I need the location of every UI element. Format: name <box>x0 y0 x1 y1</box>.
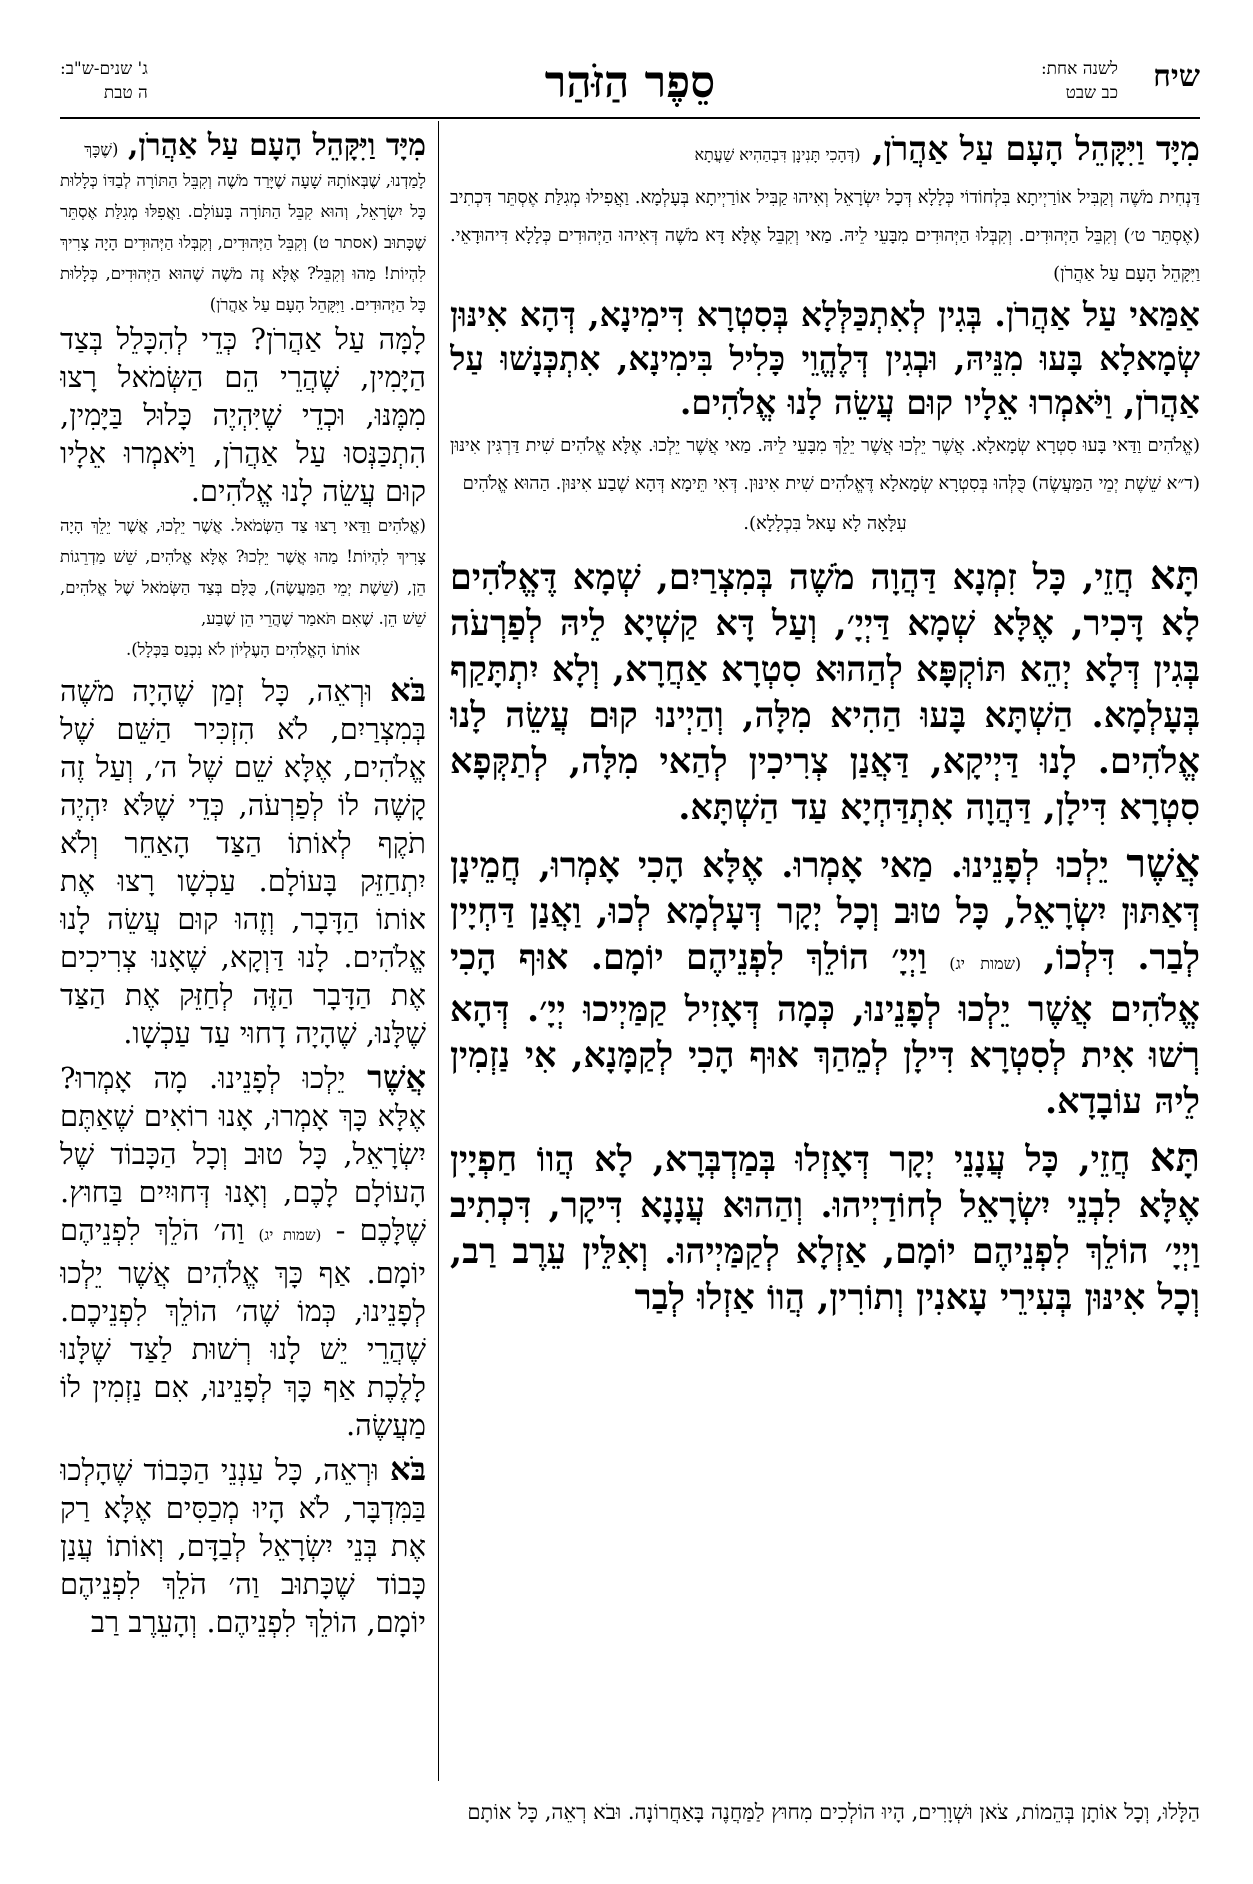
column-divider <box>438 121 439 1781</box>
aramaic-column <box>450 127 1200 1787</box>
side-paragraph-1-text: וּרְאֵה, כָּל זְמַן שֶׁהָיָה מֹשֶׁה בְּמִצְרַיִם, לֹא הִזְכִּיר הַשֵּׁם שֶׁל אֱלֹהִים, אֶלָּא שֵׁם שֶׁל ה׳, וְעַל זֶה קָשֶׁה לוֹ לְפַרְעֹה, כְּדֵי שֶׁלֹּא יִהְיֶה תֹקֶף לְאוֹתוֹ הַצַּד הָאַחֵר וְלֹא יִתְחַזֵּק בָּעוֹלָם. עַכְשָׁו רָצוּ אֶת אוֹתוֹ הַדָּבָר, וְזֶהוּ קוּם עֲשֵׂה לָנוּ אֱלֹהִים. לָנוּ דַּוְקָא, שֶׁאָנוּ צְרִיכִים אֶת הַדָּבָר הַזֶּה לְחַזֵּק אֶת הַצַּד שֶׁלָּנוּ, שֶׁהָיָה דָחוּי עַד עַכְשָׁו. <box>60 674 426 1050</box>
schedule-one-year-date: כב שבט <box>1065 83 1118 103</box>
main-paragraph-why-aaron: אַמַּאי עַל אַהֲרֹן. בְּגִין לְאִתְכַּלְּלָא בְּסִטְרָא דִּימִינָא, דְּהָא אִינּוּן שְׂמָאלָא בָּעוּ מִנֵּיהּ, וּבְגִין דְּלֶהֱוֵי כָּלִיל בִּימִינָא, אִתְכְּנָשׁוּ עַל אַהֲרֹן, וַיֹּאמְרוּ אֵלָיו קוּם עֲשֵׂה לָנוּ אֱלֹהִים. <box>450 295 1200 422</box>
page-header <box>60 55 1200 117</box>
side-opening-text: מִיָּד וַיִּקָּהֵל הָעָם עַל אַהֲרֹן, <box>127 128 426 163</box>
side-paragraph-2 <box>60 1058 426 1444</box>
main-note-block-2-end: עִלָּאָה לָא עָאל בִּכְלָלָא). <box>743 513 907 534</box>
side-paragraph-2-lead: אֲשֶׁר <box>367 1058 426 1096</box>
main-note-block-2: (אֱלֹהִים וַדַּאי בָּעוּ סִטְרָא שְׂמָאלָא. אֲשֶׁר יֵלְכוּ אֲשֶׁר יֵלֵךְ מִבָּעֵי לֵיהּ. מַאי אֲשֶׁר יֵלְכוּ. אֶלָּא אֱלֹהִים שִׁית דַּרְגִּין אִינּוּן (ד״א שֵׁשֶׁת יְמֵי הַמַּעֲשֶׂה) כֻּלְּהוּ בְּסִטְרָא שְׂמָאלָא דֶּאֱלֹהִים שִׁית אִינּוּן. דְּאִי תֵּימָא דְּהָא שֶׁבַע אִינּוּן. הַהוּא אֱלֹהִים <box>450 435 1200 494</box>
main-paragraph-2-text: יֵלְכוּ לְפָנֵינוּ. מַאי אָמְרוּ. אֶלָּא הָכִי אָמְרוּ, חֲמֵינָן דְּאַתּוּן יִשְׂרָאֵל, כָּל טוּב וְכָל יְקָר דְּעָלְמָא לְכוּ, וַאֲנַן דַּחְיָין לְבַר. דִּלְכוֹ, <box>450 845 1200 978</box>
page-footer-line: הַלָּלוּ, וְכָל אוֹתָן בְּהֵמוֹת, צֹאן וּשְׁוָרִים, הָיוּ הוֹלְכִים מִחוּץ לַמַּחֲנֶה בָּאַחֲרוֹנָה. וּבֹא רְאֵה, כָּל אוֹתָם <box>467 1800 1200 1824</box>
header-rule <box>60 117 1200 119</box>
side-note-block: לָמַדְנוּ, שֶׁבְּאוֹתָהּ שָׁעָה שֶׁיָּרַד מֹשֶׁה וְקִבֵּל הַתּוֹרָה לְבַדּוֹ כְּלָלוּת כָּל יִשְׂרָאֵל, וְהוּא קִבֵּל הַתּוֹרָה בָּעוֹלָם. וַאֲפִלּוּ מְגִלַּת אֶסְתֵּר שֶׁכָּתוּב (אסתר ט) וְקִבֵּל הַיְּהוּדִים, וְקִבְּלוּ הַיְּהוּדִים הָיָה צָרִיךְ לִהְיוֹת! מַהוּ וְקִבֵּל? אֶלָּא זֶה מֹשֶׁה שֶׁהוּא הַיְּהוּדִים, כְּלָלוּת כָּל הַיְּהוּדִים. וַיִּקָּהֵל הָעָם עַל אַהֲרֹן) <box>60 171 426 314</box>
main-paragraph-2 <box>450 841 1200 1125</box>
side-paragraph-2-text: יֵלְכוּ לְפָנֵינוּ. מָה אָמְרוּ? אֶלָּא כָּךְ אָמְרוּ, אָנוּ רוֹאִים שֶׁאַתֶּם יִשְׂרָאֵל, כָּל טוּב וְכָל הַכָּבוֹד שֶׁל הָעוֹלָם לָכֶם, וְאָנוּ דְּחוּיִים בַּחוּץ. שֶׁלָּכֶם - <box>60 1061 426 1247</box>
side-paragraph-3-text: וּרְאֵה, כָּל עַנְנֵי הַכָּבוֹד שֶׁהָלְכוּ בַּמִּדְבָּר, לֹא הָיוּ מְכַסִּים אֶלָּא רַק אֶת בְּנֵי יִשְׂרָאֵל לְבַדָּם, וְאוֹתוֹ עֲנַן כָּבוֹד שֶׁכָּתוּב וַה׳ הֹלֵךְ לִפְנֵיהֶם יוֹמָם, הוֹלֵךְ לִפְנֵיהֶם. וְהָעֵרֶב רַב <box>60 1453 426 1639</box>
side-note-block-2: (אֱלֹהִים וַדַּאי רָצוּ צַד הַשְּׂמֹאל. אֲשֶׁר יֵלְכוּ, אֲשֶׁר יֵלֵךְ הָיָה צָרִיךְ לִהְיוֹת! מַהוּ אֲשֶׁר יֵלְכוּ? אֶלָּא אֱלֹהִים, שֵׁשׁ מַדְרֵגוֹת הֵן, (שֵׁשֶׁת יְמֵי הַמַּעֲשֶׂה), כֻּלָּם בְּצַד הַשְּׂמֹאל שֶׁל אֱלֹהִים, שֵׁשׁ הֵן. שֶׁאִם תֹּאמַר שֶׁהֲרֵי הֵן שֶׁבַע, <box>60 516 426 628</box>
side-note-block-2-end: אוֹתוֹ הָאֱלֹהִים הָעֶלְיוֹן לֹא נִכְנַס בַּכְּלָל). <box>125 640 361 659</box>
main-paragraph-3-text: חֲזֵי, כָּל עֲנָנֵי יְקָר דְּאָזְלוּ בְּמַדְבְּרָא, לָא הֲווֹ חַפְיָין אֶלָּא לִבְנֵי יִשְׂרָאֵל לְחוֹדַיְיהוּ. וְהַהוּא עֲנָנָא דִּיקָר, דִּכְתִיב וַיְיָ׳ הוֹלֵךְ לִפְנֵיהֶם יוֹמָם, אַזְלָא לְקַמַּיְיהוּ. וְאִלֵּין עֵרֶב רַב, וְכָל אִינּוּן בְּעִירֵי עָאנִין וְתוֹרִין, הֲווֹ אַזְלוּ לְבַר <box>450 1139 1200 1318</box>
main-opening-text: מִיָּד וַיִּקָּהֵל הָעָם עַל אַהֲרֹן, <box>872 129 1200 168</box>
side-paragraph-1 <box>60 671 426 1052</box>
schedule-three-years <box>60 57 148 105</box>
main-paragraph-3 <box>450 1135 1200 1321</box>
main-paragraph-3-lead: תָּא <box>1149 1134 1200 1181</box>
zohar-page <box>60 55 1200 1845</box>
side-opening-note: (שֶׁכָּךְ <box>84 140 119 159</box>
book-title: סֵפֶר הַזֹּהַר <box>544 57 716 108</box>
hebrew-column <box>60 127 426 1787</box>
schedule-three-years-label: ג' שנים-ש"ב: <box>60 59 148 79</box>
main-opening-note: (דְּהָכִי תָּנִינָן דִּבְהַהִיא שַׁעֲתָא <box>694 145 861 164</box>
main-paragraph-2-cont: וַיְיָ׳ הוֹלֵךְ לִפְנֵיהֶם יוֹמָם. אוּף הָכִי אֱלֹהִים אֲשֶׁר יֵלְכוּ לְפָנֵינוּ, כְּמָה דְּאָזִיל קַמַּיְיכוּ יְיָ׳. דְּהָא רְשׁוּ אִית לְסִטְרָא דִּילָן לְמֵהַךְ אוּף הָכִי לְקַמָּנָא, אִי נַזְמִין לֵיהּ עוֹבָדָא. <box>450 937 1200 1122</box>
side-paragraph-2-ref: (שמות יג) <box>258 1226 322 1244</box>
side-paragraph-1-lead: בֹּא <box>390 671 426 709</box>
main-paragraph-1-lead: תָּא <box>1149 552 1200 599</box>
main-note-block: דַּנְחִית מֹשֶׁה וְקַבִּיל אוֹרַיְיתָא בִּלְחוֹדוֹי כְּלָלָא דְּכָל יִשְׂרָאֵל וְאִיהוּ קַבִּיל אוֹרַיְיתָא בְּעָלְמָא. וַאֲפִילוּ מְגִלַּת אֶסְתֵּר דִּכְתִיב (אֶסְתֵּר ט׳) וְקִבֵּל הַיְּהוּדִים. וְקִבְּלוּ הַיְּהוּדִים מִבָּעֵי לֵיהּ. מַאי וְקִבֵּל אֶלָּא דָּא מֹשֶׁה דְּאִיהוּ הַיְּהוּדִים כְּלָלָא דִּיהוּדָאֵי. וַיִּקָּהֵל הָעָם עַל אַהֲרֹן) <box>450 187 1200 284</box>
side-paragraph-2-cont: וַה׳ הֹלֵךְ לִפְנֵיהֶם יוֹמָם. אַף כָּךְ אֱלֹהִים אֲשֶׁר יֵלְכוּ לְפָנֵינוּ, כְּמוֹ שֶׁה׳ הוֹלֵךְ לִפְנֵיכֶם. שֶׁהֲרֵי יֵשׁ לָנוּ רְשׁוּת לַצַּד שֶׁלָּנוּ לָלֶכֶת אַף כָּךְ לְפָנֵינוּ, אִם נַזְמִין לוֹ מַעֲשֶׂה. <box>60 1213 426 1442</box>
side-paragraph-3 <box>60 1450 426 1641</box>
main-opening <box>450 127 1200 177</box>
side-paragraph-3-lead: בֹּא <box>390 1450 426 1488</box>
folio-number: שיח <box>1153 59 1200 94</box>
main-paragraph-1 <box>450 553 1200 831</box>
main-paragraph-2-lead: אֲשֶׁר <box>1126 840 1200 887</box>
schedule-three-years-date: ה טבת <box>103 83 148 103</box>
side-paragraph-why-aaron: לָמָּה עַל אַהֲרֹן? כְּדֵי לְהִכָּלֵל בְּצַד הַיָּמִין, שֶׁהֲרֵי הֵם הַשְּׂמֹאל רָצוּ מִמֶּנּוּ, וּכְדֵי שֶׁיִּהְיֶה כָּלוּל בַּיָּמִין, הִתְכַּנְּסוּ עַל אַהֲרֹן, וַיֹּאמְרוּ אֵלָיו קוּם עֲשֵׂה לָנוּ אֱלֹהִים. <box>60 322 426 508</box>
side-opening <box>60 127 426 165</box>
main-paragraph-1-text: חֲזֵי, כָּל זִמְנָא דַּהֲוָה מֹשֶׁה בְּמִצְרַיִם, שְׁמָא דֶּאֱלֹהִים לָא דָּכִיר, אֶלָּא שְׁמָא דַּיְיָ׳, וְעַל דָּא קַשְׁיָא לֵיהּ לְפַרְעֹה בְּגִין דְּלָא יְהֵא תּוֹקְפָּא לְהַהוּא סִטְרָא אַחֲרָא, וְלָא יִתְתָּקַף בְּעָלְמָא. הַשְׁתָּא בָּעוּ הַהִיא מִלָּה, וְהַיְינוּ קוּם עֲשֵׂה לָנוּ אֱלֹהִים. לָנוּ דַּיְיקָא, דַּאֲנַן צְרִיכִין לְהַאי מִלָּה, לְתַקְּפָא סִטְרָא דִּילָן, דַּהֲוָה אִתְדַּחְיָא עַד הַשְׁתָּא. <box>450 557 1200 828</box>
schedule-one-year-label: לשנה אחת: <box>1040 59 1118 79</box>
main-paragraph-2-ref: (שמות יג) <box>949 954 1022 973</box>
